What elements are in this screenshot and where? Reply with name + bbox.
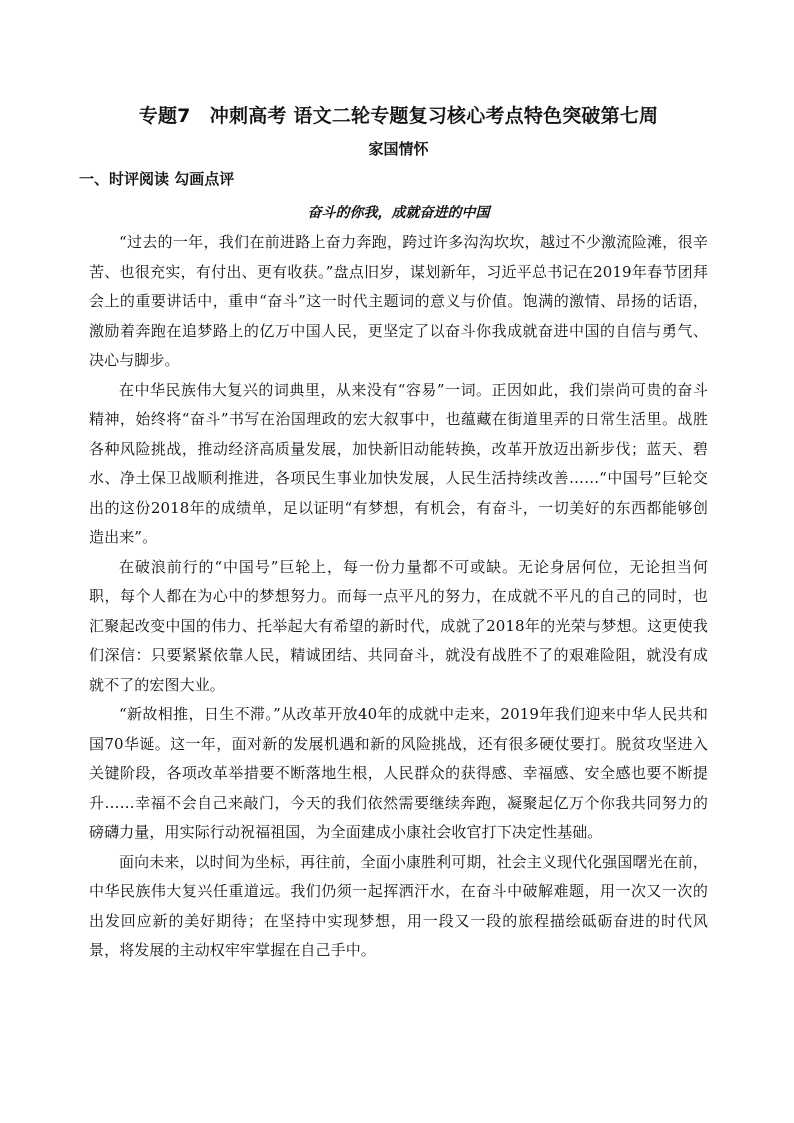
- paragraph-5: 面向未来，以时间为坐标，再往前，全面小康胜利可期，社会主义现代化强国曙光在前，中华民族伟大复兴任重道远。我们仍须一起挥洒汗水，在奋斗中破解难题，用一次又一次的出发回应新的美好期待；在坚持中实现梦想，用一段又一段的旅程描绘砥砺奋进的时代风景，将发展的主动权牢牢掌握在自己手中。: [89, 852, 708, 959]
- document-title: 专题7 冲刺高考 语文二轮专题复习核心考点特色突破第七周: [138, 105, 659, 127]
- paragraph-4: “新故相推，日生不滞。”从改革开放40年的成就中走来，2019年我们迎来中华人民共和国70华诞。这一年，面对新的发展机遇和新的风险挑战，还有很多硬仗要打。脱贫攻坚进入关键阶段，各项改革举措要不断落地生根，人民群众的获得感、幸福感、安全感也要不断提升……幸福不会自己来敲门，今天的我们依然需要继续奔跑，凝聚起亿万个你我共同努力的磅礴力量，用实际行动祝福祖国，为全面建成小康社会收官打下决定性基础。: [89, 705, 708, 841]
- document-subtitle: 家国情怀: [368, 140, 429, 158]
- paragraph-1: “过去的一年，我们在前进路上奋力奔跑，跨过许多沟沟坎坎，越过不少激流险滩，很辛苦、也很充实，有付出、更有收获。”盘点旧岁，谋划新年，习近平总书记在2019年春节团拜会上的重要讲话中，重申“奋斗”这一时代主题词的意义与价值。饱满的激情、昂扬的话语，激励着奔跑在追梦路上的亿万中国人民，更坚定了以奋斗你我成就奋进中国的自信与勇气、决心与脚步。: [89, 233, 708, 369]
- paragraph-2: 在中华民族伟大复兴的词典里，从来没有“容易”一词。正因如此，我们崇尚可贵的奋斗精神，始终将“奋斗”书写在治国理政的宏大叙事中，也蕴藏在街道里弄的日常生活里。战胜各种风险挑战，推动经济高质量发展，加快新旧动能转换，改革开放迈出新步伐；蓝天、碧水、净土保卫战顺利推进，各项民生事业加快发展，人民生活持续改善……“中国号”巨轮交出的这份2018年的成绩单，足以证明“有梦想，有机会，有奋斗，一切美好的东西都能够创造出来”。: [89, 380, 708, 546]
- section-heading: 一、时评阅读 勾画点评: [79, 170, 235, 188]
- paragraph-3: 在破浪前行的“中国号”巨轮上，每一份力量都不可或缺。无论身居何位，无论担当何职，每个人都在为心中的梦想努力。而每一点平凡的努力，在成就不平凡的自己的同时，也汇聚起改变中国的伟力、托举起大有希望的新时代，成就了2018年的光荣与梦想。这更使我们深信：只要紧紧依靠人民，精诚团结、共同奋斗，就没有战胜不了的艰难险阻，就没有成就不了的宏图大业。: [89, 557, 708, 694]
- article-title: 奋斗的你我，成就奋进的中国: [307, 205, 490, 221]
